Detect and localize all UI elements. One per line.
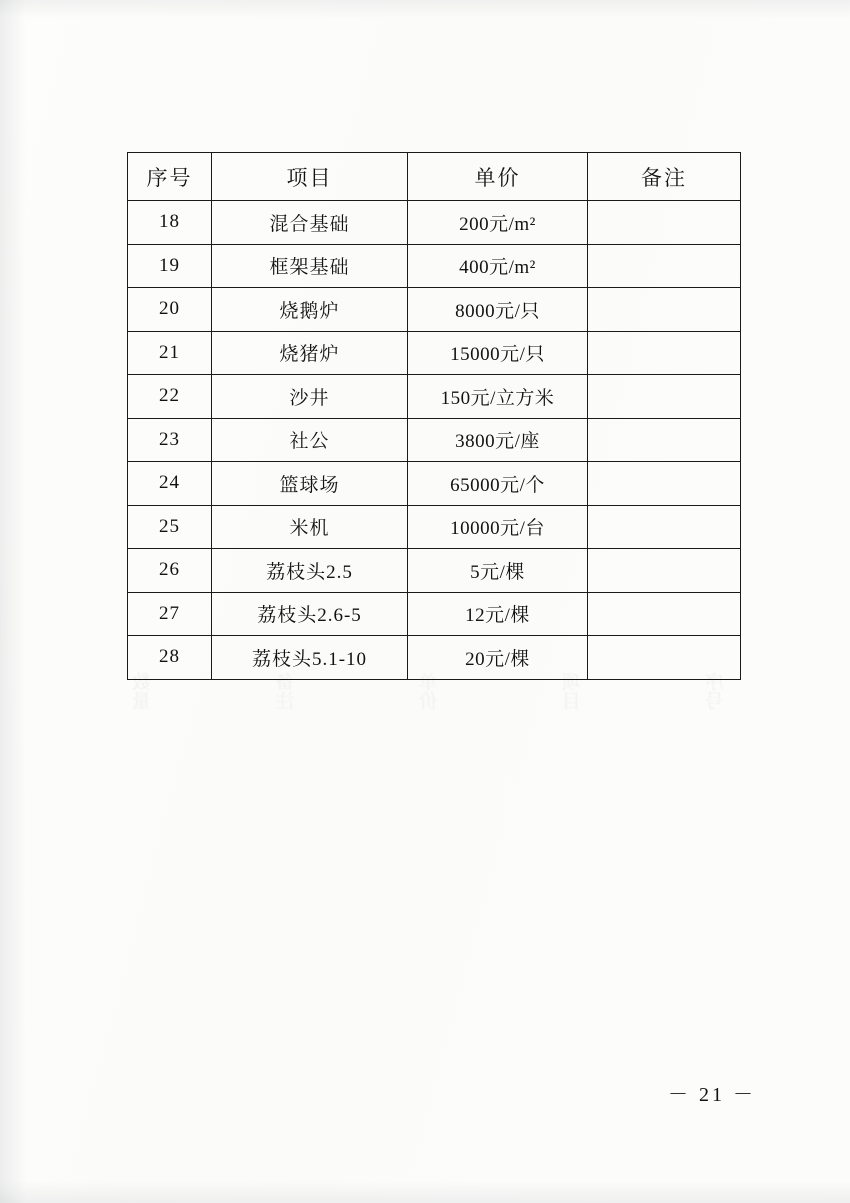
cell-item: 社公 [212,418,408,462]
scan-shadow-bottom [0,1181,850,1203]
scan-shadow-left [0,0,26,1203]
cell-item: 混合基础 [212,201,408,245]
table-row [128,201,741,245]
table-row [128,592,741,636]
cell-index: 25 [128,505,212,549]
cell-item: 篮球场 [212,462,408,506]
cell-price: 20元/棵 [408,636,588,680]
price-table [127,152,741,680]
cell-index: 26 [128,549,212,593]
cell-item: 荔枝头5.1-10 [212,636,408,680]
cell-note [588,592,741,636]
cell-note [588,288,741,332]
cell-item: 荔枝头2.5 [212,549,408,593]
cell-item: 烧鹅炉 [212,288,408,332]
cell-index: 27 [128,592,212,636]
cell-note [588,549,741,593]
table-row [128,549,741,593]
cell-index: 21 [128,331,212,375]
table-row [128,636,741,680]
cell-note [588,636,741,680]
table-row [128,418,741,462]
cell-note [588,331,741,375]
cell-price: 12元/棵 [408,592,588,636]
table-header-row [128,153,741,201]
cell-price: 3800元/座 [408,418,588,462]
table-row [128,505,741,549]
cell-index: 18 [128,201,212,245]
cell-price: 15000元/只 [408,331,588,375]
price-table-container [127,152,740,680]
cell-price: 65000元/个 [408,462,588,506]
cell-note [588,201,741,245]
cell-price: 400元/m² [408,244,588,288]
cell-note [588,505,741,549]
cell-item: 荔枝头2.6-5 [212,592,408,636]
page-number-label: － 21 － [668,1084,756,1106]
cell-index: 22 [128,375,212,419]
cell-item: 沙井 [212,375,408,419]
cell-item: 烧猪炉 [212,331,408,375]
cell-price: 150元/立方米 [408,375,588,419]
cell-index: 19 [128,244,212,288]
column-header-index: 序号 [128,153,212,201]
cell-item: 米机 [212,505,408,549]
cell-note [588,462,741,506]
table-body [128,201,741,680]
cell-index: 28 [128,636,212,680]
table-header [128,153,741,201]
table-row [128,244,741,288]
column-header-note: 备注 [588,153,741,201]
scan-shadow-top [0,0,850,18]
cell-index: 24 [128,462,212,506]
cell-item: 框架基础 [212,244,408,288]
table-row [128,331,741,375]
column-header-item: 项目 [212,153,408,201]
table-row [128,375,741,419]
bleed-through-artifact: 序号 项目 单价 备注 数量 [133,672,727,710]
cell-index: 23 [128,418,212,462]
table-row [128,288,741,332]
column-header-price: 单价 [408,153,588,201]
cell-note [588,418,741,462]
cell-note [588,375,741,419]
cell-index: 20 [128,288,212,332]
cell-note [588,244,741,288]
table-row [128,462,741,506]
cell-price: 8000元/只 [408,288,588,332]
cell-price: 5元/棵 [408,549,588,593]
cell-price: 10000元/台 [408,505,588,549]
cell-price: 200元/m² [408,201,588,245]
